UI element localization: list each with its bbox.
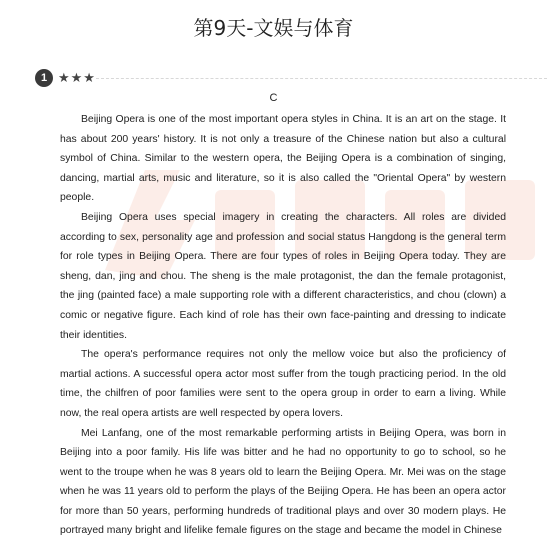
- passage-paragraph: Beijing Opera is one of the most important opera styles in China. It is an art on the stage. It has about 200 years' history. It is not only a treasure of the Chinese nation but also a cultural symbol of China. Similar to the western opera, the Beijing Opera is a combination of singing, dancing, martial arts, music and literature, so it is also called the "Oriental Opera" by western people.: [60, 110, 506, 208]
- passage-paragraph: Beijing Opera uses special imagery in creating the characters. All roles are divided according to sex, personality age and profession and social status Hangdong is the general term for role types in Beijing Opera. There are four types of roles in Beijing Opera today. They are sheng, dan, jing and chou. The sheng is the male protagonist, the dan the female protagonist, the jing (painted face) a male supporting role with a different characteristics, and chou (clown) a comic or negative figure. Each kind of role has their own face-painting and dressing to indicate their identities.: [60, 208, 506, 345]
- question-header: [35, 69, 96, 87]
- passage: [60, 110, 506, 541]
- passage-paragraph: Mei Lanfang, one of the most remarkable performing artists in Beijing Opera, was born in Beijing into a poor family. His life was bitter and he had no opportunity to go to school, so he went to the troupe when he was 8 years old to learn the Beijing Opera. Mr. Mei was on the stage when he was 11 years old to perform the plays of the Beijing Opera. He has been an opera actor for more than 50 years, performing hundreds of traditional plays and over 30 modern plays. He portrayed many bright and lifelike female figures on the stage and became the model in Chinese: [60, 424, 506, 541]
- passage-paragraph: The opera's performance requires not only the mellow voice but also the proficiency of martial actions. A successful opera actor most suffer from the tough practicing period. In the old time, the chilfren of poor families were sent to the opera group in order to earn a living. While now, the real opera artists are well respected by opera lovers.: [60, 345, 506, 423]
- answer-label: C: [0, 92, 547, 104]
- difficulty-stars: ★★★: [58, 70, 96, 86]
- divider: [96, 78, 547, 79]
- page-title: 第9天-文娱与体育: [0, 12, 547, 41]
- question-number-badge: 1: [35, 69, 53, 87]
